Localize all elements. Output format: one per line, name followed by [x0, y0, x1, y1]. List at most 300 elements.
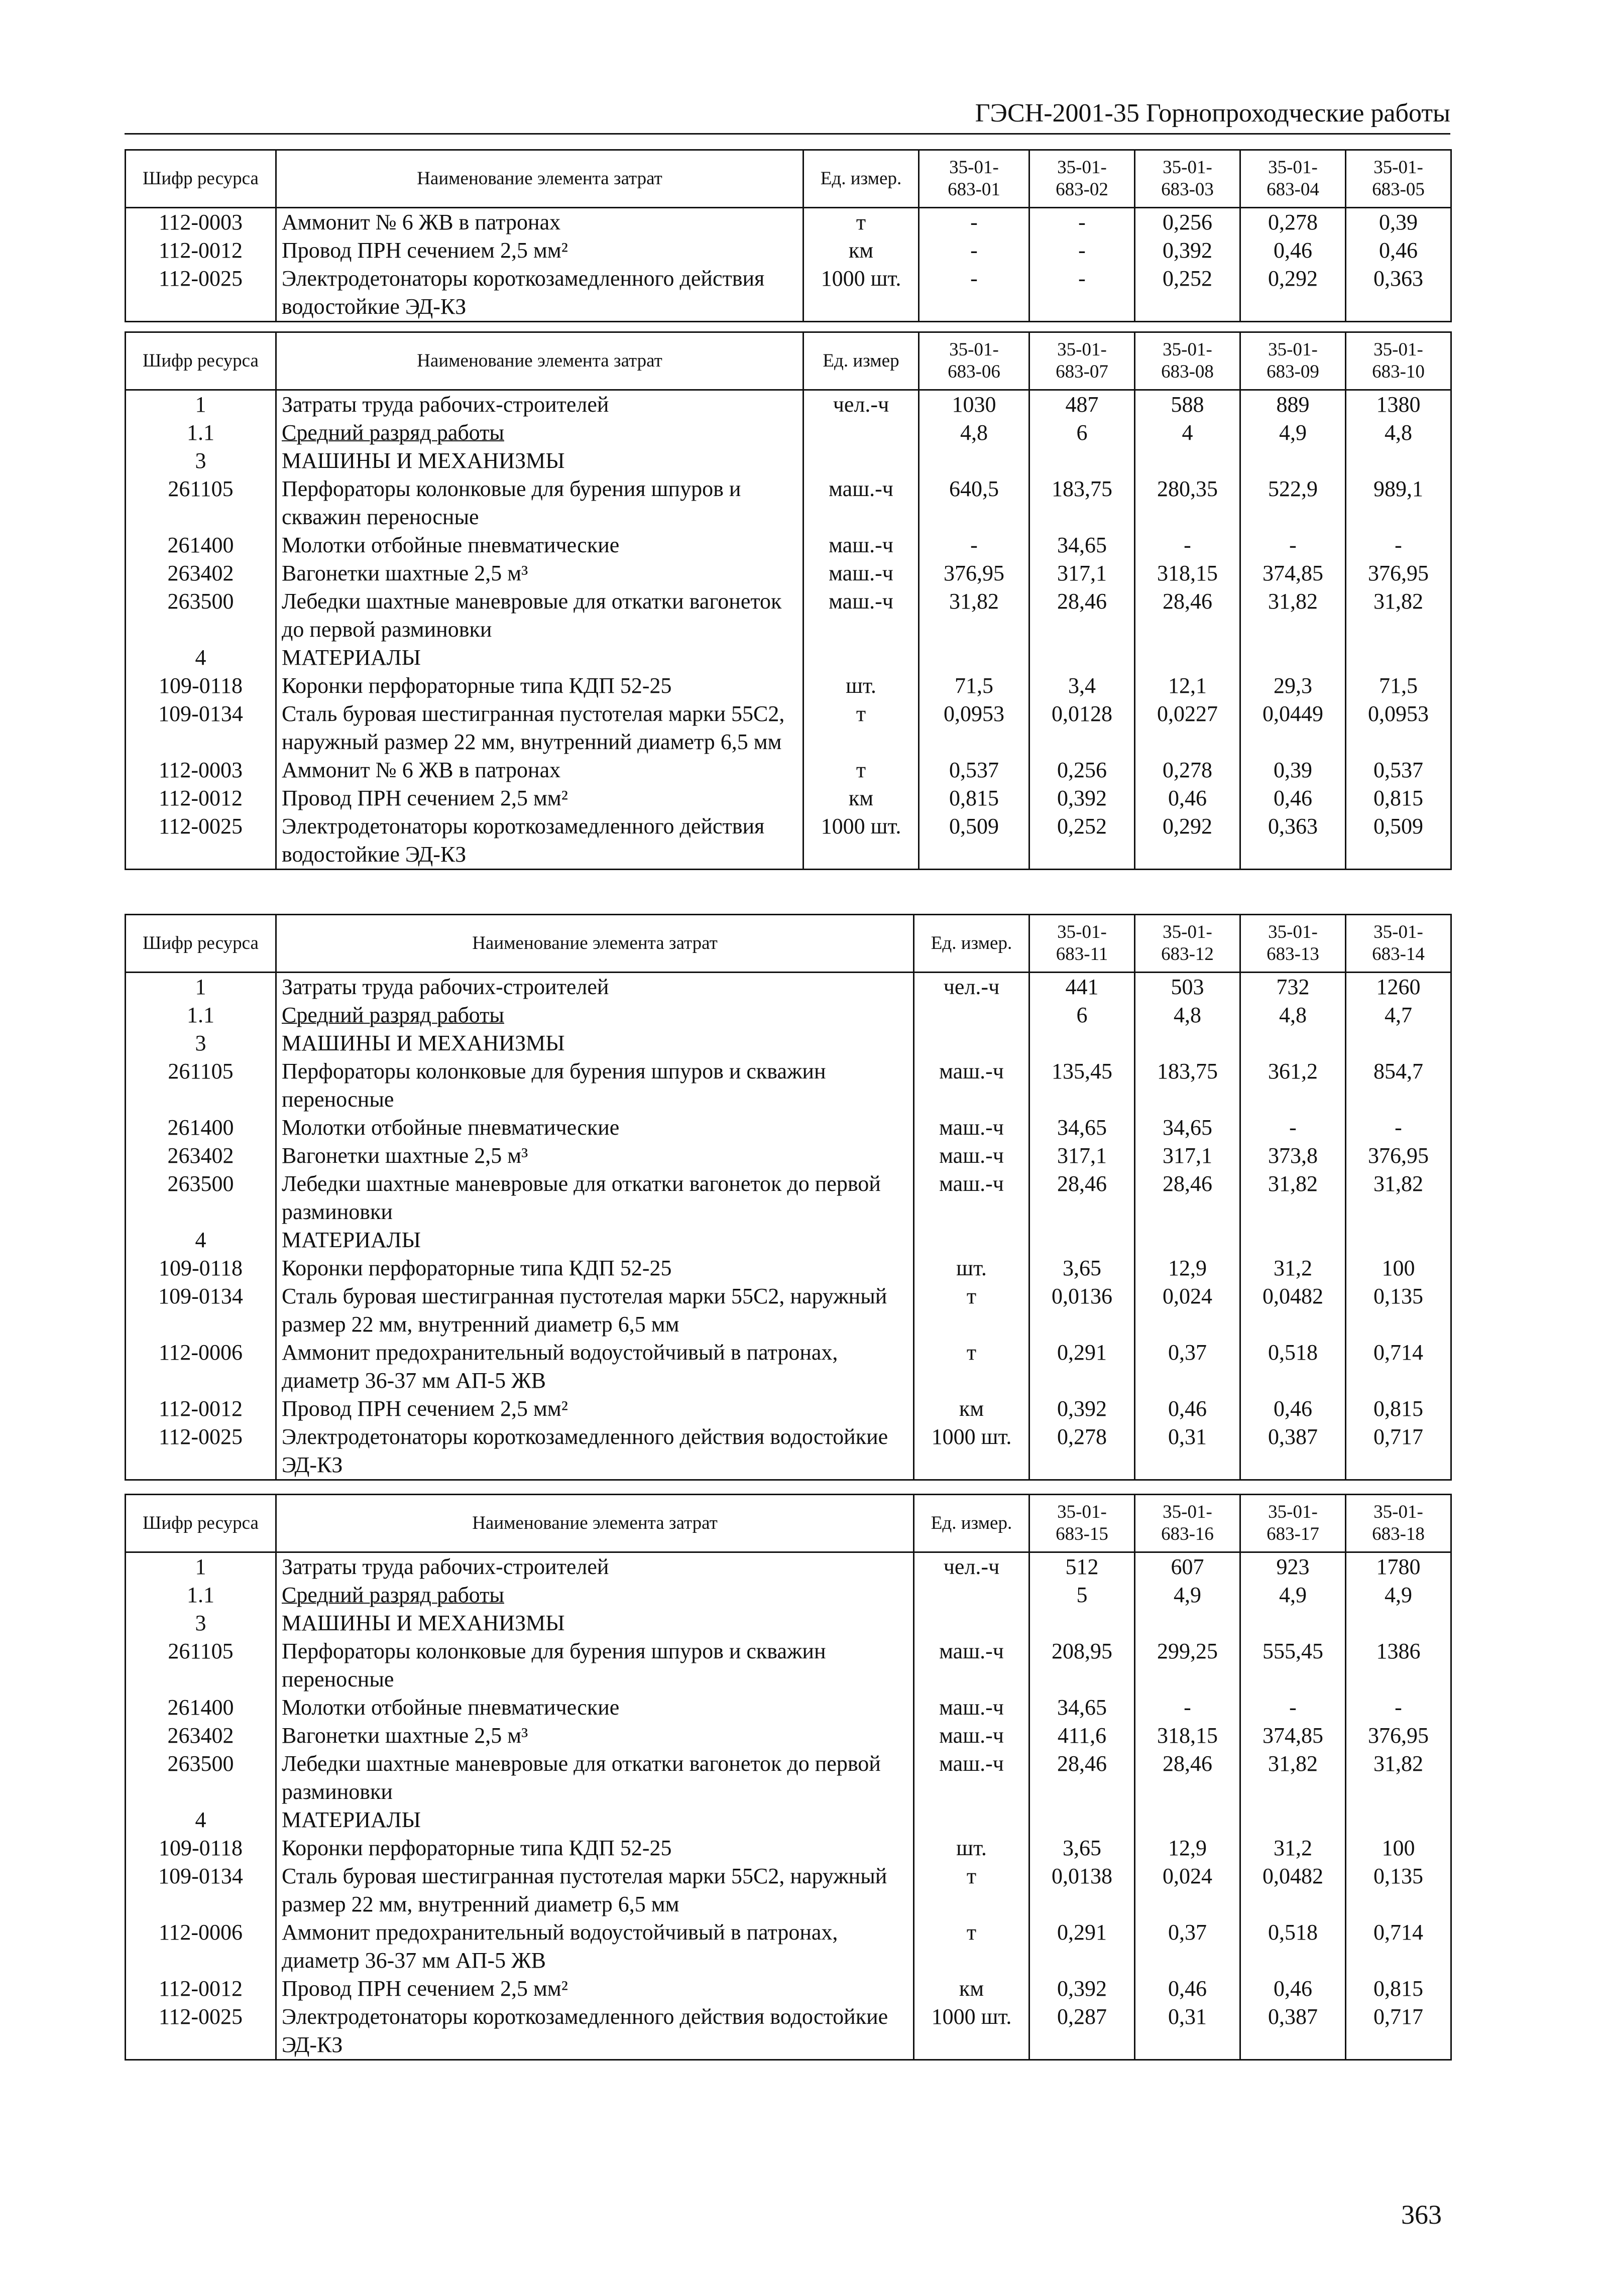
- column-header-item-name: Наименование элемента затрат: [276, 332, 804, 390]
- cell-unit: [914, 1806, 1029, 1834]
- cell-value: 0,815: [1346, 784, 1451, 812]
- cell-value: 3,65: [1029, 1834, 1135, 1862]
- cell-value: 6: [1029, 419, 1135, 447]
- cell-resource-code: 112-0003: [126, 208, 276, 237]
- table-row: [126, 756, 1451, 784]
- cell-unit: чел.-ч: [804, 390, 919, 419]
- cell-item-name: Молотки отбойные пневматические: [276, 1114, 914, 1142]
- table-row: [126, 1254, 1451, 1282]
- cell-value: [1346, 1029, 1451, 1057]
- cell-item-name: МАТЕРИАЛЫ: [276, 1806, 914, 1834]
- cell-value: 487: [1029, 390, 1135, 419]
- cell-value: 280,35: [1135, 475, 1240, 531]
- cell-value: [1346, 447, 1451, 475]
- cell-unit: т: [804, 700, 919, 756]
- cell-value: 0,0449: [1240, 700, 1346, 756]
- cell-value: [1346, 1609, 1451, 1637]
- cell-unit: [804, 447, 919, 475]
- cell-value: 4,9: [1135, 1581, 1240, 1609]
- cell-value: -: [919, 265, 1029, 322]
- table-header-row: [126, 1495, 1451, 1552]
- cell-resource-code: 263402: [126, 1722, 276, 1750]
- cell-resource-code: 112-0003: [126, 756, 276, 784]
- cell-value: 0,252: [1135, 265, 1240, 322]
- cell-value: 183,75: [1029, 475, 1135, 531]
- table-row: [126, 419, 1451, 447]
- resource-table-2: [125, 331, 1452, 870]
- cell-resource-code: 112-0025: [126, 2003, 276, 2060]
- cell-value: 1030: [919, 390, 1029, 419]
- cell-value: 374,85: [1240, 1722, 1346, 1750]
- cell-value: 318,15: [1135, 559, 1240, 587]
- cell-value: 0,0482: [1240, 1282, 1346, 1339]
- table-header-row: [126, 150, 1451, 208]
- cell-value: 555,45: [1240, 1637, 1346, 1694]
- cell-value: 361,2: [1240, 1057, 1346, 1114]
- cell-item-name: Перфораторы колонковые для бурения шпуров и скважин переносные: [276, 1637, 914, 1694]
- table-row: [126, 1226, 1451, 1254]
- cell-value: [1135, 1609, 1240, 1637]
- cell-value: -: [1135, 1694, 1240, 1722]
- cell-value: 0,46: [1240, 1395, 1346, 1423]
- cell-unit: [914, 1609, 1029, 1637]
- column-header-item-name: Наименование элемента затрат: [276, 150, 804, 208]
- cell-value: [1029, 1609, 1135, 1637]
- cell-value: [1240, 644, 1346, 672]
- cell-resource-code: 263500: [126, 1170, 276, 1226]
- cell-unit: км: [804, 784, 919, 812]
- cell-unit: шт.: [914, 1834, 1029, 1862]
- cell-unit: маш.-ч: [914, 1142, 1029, 1170]
- cell-value: 0,0227: [1135, 700, 1240, 756]
- cell-resource-code: 112-0012: [126, 1975, 276, 2003]
- table-row: [126, 236, 1451, 265]
- cell-item-name: Коронки перфораторные типа КДП 52-25: [276, 672, 804, 700]
- cell-value: 376,95: [1346, 1722, 1451, 1750]
- cell-unit: шт.: [804, 672, 919, 700]
- cell-value: 208,95: [1029, 1637, 1135, 1694]
- cell-resource-code: 112-0006: [126, 1339, 276, 1395]
- cell-value: 34,65: [1135, 1114, 1240, 1142]
- cell-item-name: МАТЕРИАЛЫ: [276, 1226, 914, 1254]
- cell-unit: маш.-ч: [914, 1750, 1029, 1806]
- cell-unit: [804, 419, 919, 447]
- cell-value: -: [1240, 1114, 1346, 1142]
- cell-item-name: Средний разряд работы: [276, 1001, 914, 1029]
- column-header-code: 35-01- 683-06: [919, 332, 1029, 390]
- cell-value: 0,392: [1029, 784, 1135, 812]
- cell-value: 34,65: [1029, 1694, 1135, 1722]
- column-header-code: 35-01- 683-16: [1135, 1495, 1240, 1552]
- cell-value: -: [1029, 236, 1135, 265]
- cell-item-name: Затраты труда рабочих-строителей: [276, 390, 804, 419]
- column-header-item-name: Наименование элемента затрат: [276, 915, 914, 973]
- cell-unit: [914, 1029, 1029, 1057]
- cell-value: 0,024: [1135, 1282, 1240, 1339]
- cell-value: 0,46: [1135, 1395, 1240, 1423]
- column-header-code: 35-01- 683-10: [1346, 332, 1451, 390]
- column-header-resource-code: Шифр ресурса: [126, 915, 276, 973]
- column-header-unit: Ед. измер.: [914, 1495, 1029, 1552]
- cell-value: 0,135: [1346, 1862, 1451, 1918]
- cell-value: 31,82: [1240, 1170, 1346, 1226]
- cell-resource-code: 1.1: [126, 1001, 276, 1029]
- cell-value: 28,46: [1029, 1750, 1135, 1806]
- cell-value: 0,387: [1240, 1423, 1346, 1480]
- table-row: [126, 812, 1451, 870]
- cell-value: 0,0136: [1029, 1282, 1135, 1339]
- column-header-code: 35-01- 683-09: [1240, 332, 1346, 390]
- cell-value: [1029, 447, 1135, 475]
- table-row: [126, 1806, 1451, 1834]
- cell-value: [919, 447, 1029, 475]
- cell-value: 4,8: [919, 419, 1029, 447]
- cell-value: 5: [1029, 1581, 1135, 1609]
- table-row: [126, 587, 1451, 644]
- cell-value: [1135, 1806, 1240, 1834]
- cell-item-name: Провод ПРН сечением 2,5 мм²: [276, 784, 804, 812]
- cell-unit: т: [914, 1918, 1029, 1975]
- column-header-code: 35-01- 683-11: [1029, 915, 1135, 973]
- cell-resource-code: 3: [126, 1029, 276, 1057]
- cell-value: [1029, 1226, 1135, 1254]
- cell-value: 607: [1135, 1552, 1240, 1582]
- table-row: [126, 1637, 1451, 1694]
- cell-value: [1029, 1029, 1135, 1057]
- table-row: [126, 208, 1451, 237]
- cell-item-name: Перфораторы колонковые для бурения шпуров и скважин переносные: [276, 1057, 914, 1114]
- table-row: [126, 1834, 1451, 1862]
- cell-value: 28,46: [1029, 1170, 1135, 1226]
- cell-value: 989,1: [1346, 475, 1451, 531]
- cell-item-name: Сталь буровая шестигранная пустотелая марки 55С2, наружный размер 22 мм, внутренний диаметр 6,5 мм: [276, 1282, 914, 1339]
- cell-unit: [804, 644, 919, 672]
- cell-value: [1240, 1806, 1346, 1834]
- cell-value: 0,387: [1240, 2003, 1346, 2060]
- cell-item-name: Аммонит предохранительный водоустойчивый в патронах, диаметр 36-37 мм АП-5 ЖВ: [276, 1339, 914, 1395]
- cell-unit: [914, 1001, 1029, 1029]
- column-header-code: 35-01- 683-15: [1029, 1495, 1135, 1552]
- table-row: [126, 531, 1451, 559]
- page-header-title: ГЭСН-2001-35 Горнопроходческие работы: [975, 99, 1450, 128]
- resource-table-4: [125, 1494, 1452, 2061]
- cell-resource-code: 112-0012: [126, 1395, 276, 1423]
- cell-item-name: Электродетонаторы короткозамедленного действия водостойкие ЭД-КЗ: [276, 2003, 914, 2060]
- cell-value: 100: [1346, 1834, 1451, 1862]
- column-header-unit: Ед. измер: [804, 332, 919, 390]
- cell-unit: т: [804, 208, 919, 237]
- cell-value: 0,714: [1346, 1918, 1451, 1975]
- cell-value: 28,46: [1135, 1170, 1240, 1226]
- cell-value: 71,5: [919, 672, 1029, 700]
- cell-value: [1135, 644, 1240, 672]
- column-header-resource-code: Шифр ресурса: [126, 332, 276, 390]
- cell-item-name: Молотки отбойные пневматические: [276, 1694, 914, 1722]
- table-row: [126, 1282, 1451, 1339]
- cell-value: -: [1240, 531, 1346, 559]
- cell-value: 0,39: [1240, 756, 1346, 784]
- cell-value: 0,0953: [919, 700, 1029, 756]
- cell-value: [919, 644, 1029, 672]
- cell-value: 0,717: [1346, 1423, 1451, 1480]
- table-row: [126, 1581, 1451, 1609]
- cell-resource-code: 263402: [126, 1142, 276, 1170]
- cell-item-name: Электродетонаторы короткозамедленного действия водостойкие ЭД-КЗ: [276, 812, 804, 870]
- cell-value: 0,46: [1346, 236, 1451, 265]
- cell-resource-code: 109-0118: [126, 1834, 276, 1862]
- cell-value: 12,1: [1135, 672, 1240, 700]
- cell-value: 889: [1240, 390, 1346, 419]
- cell-unit: 1000 шт.: [914, 1423, 1029, 1480]
- cell-value: -: [1029, 208, 1135, 237]
- page-header: [125, 90, 1450, 135]
- cell-resource-code: 1.1: [126, 1581, 276, 1609]
- table-row: [126, 1114, 1451, 1142]
- cell-value: 4: [1135, 419, 1240, 447]
- cell-resource-code: 1: [126, 390, 276, 419]
- cell-value: 12,9: [1135, 1254, 1240, 1282]
- cell-resource-code: 1.1: [126, 419, 276, 447]
- cell-value: 4,9: [1346, 1581, 1451, 1609]
- cell-value: 0,31: [1135, 1423, 1240, 1480]
- cell-resource-code: 1: [126, 973, 276, 1002]
- table-row: [126, 1722, 1451, 1750]
- cell-item-name: Аммонит № 6 ЖВ в патронах: [276, 208, 804, 237]
- cell-item-name: Провод ПРН сечением 2,5 мм²: [276, 236, 804, 265]
- cell-item-name: Затраты труда рабочих-строителей: [276, 1552, 914, 1582]
- cell-value: 512: [1029, 1552, 1135, 1582]
- table-row: [126, 390, 1451, 419]
- table-row: [126, 700, 1451, 756]
- cell-unit: 1000 шт.: [804, 265, 919, 322]
- cell-item-name: Аммонит предохранительный водоустойчивый в патронах, диаметр 36-37 мм АП-5 ЖВ: [276, 1918, 914, 1975]
- cell-value: 0,46: [1135, 1975, 1240, 2003]
- cell-value: 29,3: [1240, 672, 1346, 700]
- table-row: [126, 447, 1451, 475]
- cell-value: -: [1135, 531, 1240, 559]
- cell-resource-code: 261105: [126, 1637, 276, 1694]
- table-row: [126, 644, 1451, 672]
- cell-value: 0,46: [1135, 784, 1240, 812]
- column-header-code: 35-01- 683-18: [1346, 1495, 1451, 1552]
- cell-value: 411,6: [1029, 1722, 1135, 1750]
- cell-unit: маш.-ч: [914, 1722, 1029, 1750]
- cell-value: 0,537: [919, 756, 1029, 784]
- cell-value: 4,8: [1135, 1001, 1240, 1029]
- cell-value: 0,252: [1029, 812, 1135, 870]
- column-header-code: 35-01- 683-02: [1029, 150, 1135, 208]
- cell-value: 0,509: [1346, 812, 1451, 870]
- cell-resource-code: 261400: [126, 1694, 276, 1722]
- cell-value: 135,45: [1029, 1057, 1135, 1114]
- cell-item-name: Вагонетки шахтные 2,5 м³: [276, 1142, 914, 1170]
- cell-item-name: Электродетонаторы короткозамедленного действия водостойкие ЭД-КЗ: [276, 1423, 914, 1480]
- cell-resource-code: 263402: [126, 559, 276, 587]
- cell-value: 31,82: [1240, 1750, 1346, 1806]
- table-row: [126, 265, 1451, 322]
- cell-unit: т: [804, 756, 919, 784]
- table-row: [126, 1862, 1451, 1918]
- cell-resource-code: 112-0012: [126, 236, 276, 265]
- cell-value: 31,82: [1346, 587, 1451, 644]
- cell-value: 0,714: [1346, 1339, 1451, 1395]
- cell-resource-code: 109-0134: [126, 1282, 276, 1339]
- cell-value: 503: [1135, 973, 1240, 1002]
- cell-value: 6: [1029, 1001, 1135, 1029]
- cell-value: 376,95: [1346, 559, 1451, 587]
- cell-value: 0,518: [1240, 1339, 1346, 1395]
- column-header-code: 35-01- 683-14: [1346, 915, 1451, 973]
- cell-value: [1135, 447, 1240, 475]
- cell-item-name: Электродетонаторы короткозамедленного действия водостойкие ЭД-КЗ: [276, 265, 804, 322]
- cell-unit: маш.-ч: [914, 1114, 1029, 1142]
- cell-value: 373,8: [1240, 1142, 1346, 1170]
- cell-unit: т: [914, 1862, 1029, 1918]
- cell-value: 732: [1240, 973, 1346, 1002]
- cell-value: 1260: [1346, 973, 1451, 1002]
- cell-value: 854,7: [1346, 1057, 1451, 1114]
- cell-item-name: МАШИНЫ И МЕХАНИЗМЫ: [276, 1029, 914, 1057]
- cell-value: 0,46: [1240, 784, 1346, 812]
- table-header-row: [126, 915, 1451, 973]
- cell-value: -: [1240, 1694, 1346, 1722]
- cell-item-name: Вагонетки шахтные 2,5 м³: [276, 1722, 914, 1750]
- cell-item-name: Сталь буровая шестигранная пустотелая марки 55С2, наружный размер 22 мм, внутренний диаметр 6,5 мм: [276, 700, 804, 756]
- table-row: [126, 1142, 1451, 1170]
- cell-value: [1346, 1806, 1451, 1834]
- table-row: [126, 1918, 1451, 1975]
- cell-value: 0,287: [1029, 2003, 1135, 2060]
- cell-resource-code: 112-0025: [126, 812, 276, 870]
- cell-value: 374,85: [1240, 559, 1346, 587]
- cell-item-name: Сталь буровая шестигранная пустотелая марки 55С2, наружный размер 22 мм, внутренний диаметр 6,5 мм: [276, 1862, 914, 1918]
- cell-value: 31,2: [1240, 1254, 1346, 1282]
- cell-value: 4,9: [1240, 419, 1346, 447]
- cell-value: 0,31: [1135, 2003, 1240, 2060]
- cell-value: [1029, 1806, 1135, 1834]
- cell-value: [1346, 1226, 1451, 1254]
- resource-table-3: [125, 914, 1452, 1481]
- cell-value: [1240, 1029, 1346, 1057]
- cell-value: -: [1346, 1114, 1451, 1142]
- cell-value: 0,256: [1135, 208, 1240, 237]
- cell-value: 0,278: [1135, 756, 1240, 784]
- column-header-resource-code: Шифр ресурса: [126, 1495, 276, 1552]
- cell-resource-code: 112-0025: [126, 265, 276, 322]
- cell-resource-code: 3: [126, 447, 276, 475]
- cell-value: 0,0138: [1029, 1862, 1135, 1918]
- cell-value: [1029, 644, 1135, 672]
- cell-value: -: [1346, 531, 1451, 559]
- cell-resource-code: 261105: [126, 1057, 276, 1114]
- cell-item-name: Лебедки шахтные маневровые для откатки вагонеток до первой разминовки: [276, 1170, 914, 1226]
- table-row: [126, 973, 1451, 1002]
- cell-value: 0,509: [919, 812, 1029, 870]
- table-row: [126, 1975, 1451, 2003]
- cell-value: 0,256: [1029, 756, 1135, 784]
- column-header-code: 35-01- 683-01: [919, 150, 1029, 208]
- cell-unit: маш.-ч: [804, 531, 919, 559]
- cell-value: 0,37: [1135, 1339, 1240, 1395]
- cell-unit: маш.-ч: [804, 559, 919, 587]
- column-header-code: 35-01- 683-12: [1135, 915, 1240, 973]
- cell-unit: км: [914, 1395, 1029, 1423]
- cell-value: -: [919, 236, 1029, 265]
- table-row: [126, 1170, 1451, 1226]
- cell-value: 0,537: [1346, 756, 1451, 784]
- cell-item-name: Затраты труда рабочих-строителей: [276, 973, 914, 1002]
- cell-value: -: [1029, 265, 1135, 322]
- cell-value: 0,39: [1346, 208, 1451, 237]
- cell-value: 0,815: [1346, 1395, 1451, 1423]
- cell-value: 4,9: [1240, 1581, 1346, 1609]
- table-row: [126, 2003, 1451, 2060]
- cell-unit: маш.-ч: [914, 1637, 1029, 1694]
- table-row: [126, 1552, 1451, 1582]
- cell-item-name: МАТЕРИАЛЫ: [276, 644, 804, 672]
- cell-value: 923: [1240, 1552, 1346, 1582]
- column-header-item-name: Наименование элемента затрат: [276, 1495, 914, 1552]
- cell-resource-code: 109-0134: [126, 700, 276, 756]
- cell-value: 4,8: [1240, 1001, 1346, 1029]
- cell-value: 299,25: [1135, 1637, 1240, 1694]
- table-row: [126, 1423, 1451, 1480]
- column-header-code: 35-01- 683-17: [1240, 1495, 1346, 1552]
- cell-value: 640,5: [919, 475, 1029, 531]
- cell-resource-code: 263500: [126, 1750, 276, 1806]
- cell-value: 0,518: [1240, 1918, 1346, 1975]
- cell-resource-code: 261400: [126, 1114, 276, 1142]
- cell-value: 0,278: [1240, 208, 1346, 237]
- cell-value: 31,82: [919, 587, 1029, 644]
- cell-value: 0,815: [1346, 1975, 1451, 2003]
- cell-value: 0,024: [1135, 1862, 1240, 1918]
- cell-unit: чел.-ч: [914, 1552, 1029, 1582]
- cell-value: 31,82: [1240, 587, 1346, 644]
- cell-item-name: Провод ПРН сечением 2,5 мм²: [276, 1395, 914, 1423]
- cell-value: -: [919, 531, 1029, 559]
- cell-value: 28,46: [1135, 587, 1240, 644]
- cell-unit: маш.-ч: [804, 587, 919, 644]
- cell-item-name: Коронки перфораторные типа КДП 52-25: [276, 1254, 914, 1282]
- column-header-code: 35-01- 683-05: [1346, 150, 1451, 208]
- cell-item-name: Аммонит № 6 ЖВ в патронах: [276, 756, 804, 784]
- cell-item-name: Вагонетки шахтные 2,5 м³: [276, 559, 804, 587]
- table-row: [126, 1395, 1451, 1423]
- cell-value: 3,65: [1029, 1254, 1135, 1282]
- table-row: [126, 1339, 1451, 1395]
- cell-resource-code: 109-0118: [126, 672, 276, 700]
- table-row: [126, 559, 1451, 587]
- cell-value: 441: [1029, 973, 1135, 1002]
- cell-item-name: Лебедки шахтные маневровые для откатки вагонеток до первой разминовки: [276, 587, 804, 644]
- cell-unit: 1000 шт.: [914, 2003, 1029, 2060]
- cell-item-name: Средний разряд работы: [276, 1581, 914, 1609]
- cell-value: 1380: [1346, 390, 1451, 419]
- cell-value: 0,291: [1029, 1918, 1135, 1975]
- cell-value: 28,46: [1135, 1750, 1240, 1806]
- cell-unit: маш.-ч: [914, 1057, 1029, 1114]
- cell-item-name: МАШИНЫ И МЕХАНИЗМЫ: [276, 1609, 914, 1637]
- cell-value: 28,46: [1029, 587, 1135, 644]
- cell-item-name: Провод ПРН сечением 2,5 мм²: [276, 1975, 914, 2003]
- cell-unit: маш.-ч: [914, 1170, 1029, 1226]
- cell-value: 0,0128: [1029, 700, 1135, 756]
- table-row: [126, 1029, 1451, 1057]
- cell-unit: т: [914, 1339, 1029, 1395]
- cell-value: 317,1: [1135, 1142, 1240, 1170]
- cell-resource-code: 4: [126, 1226, 276, 1254]
